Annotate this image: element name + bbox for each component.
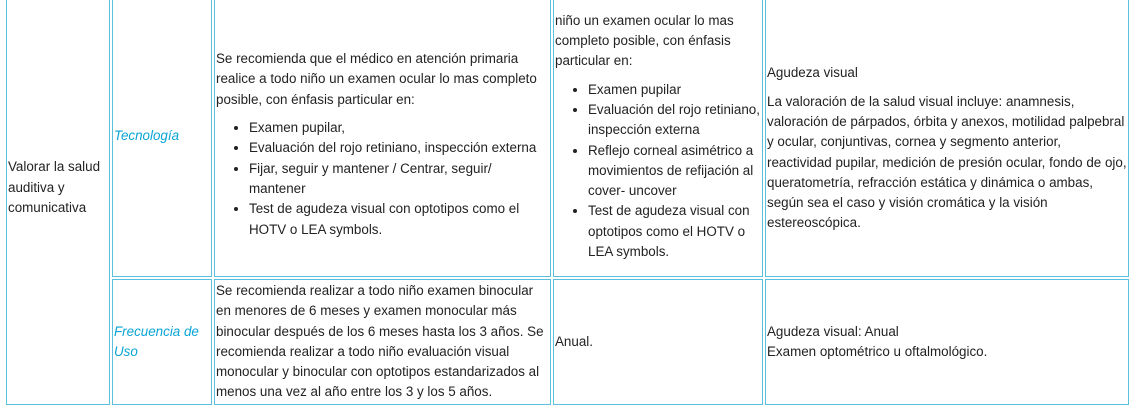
frecuencia-col1-text: Se recomienda realizar a todo niño examen binocular en menores de 6 meses y examen monocular más binocular después de los 6 meses hasta los 3 años. Se recomienda realizar a todo niño evaluación visual monocular y binocular con optotipos estandarizados al menos una vez al año entre los 3 y los 5 años. [216,283,544,400]
list-item: • Test de agudeza visual con optotipos como el HOTV o LEA symbols. [249,199,549,240]
list-item: • Fijar, seguir y mantener / Centrar, seguir/ mantener [249,159,549,200]
list-item: • Examen pupilar [588,80,761,100]
frecuencia-col3-line1: Agudeza visual: Anual [767,323,899,339]
valoracion-text: La valoración de la salud visual incluye: anamnesis, valoración de párpados, órbita y anexos, motilidad palpebral y ocular, conjuntivas, cornea y segmento anterior, reactividad pupilar, medición de presión ocular, fondo de ojo, queratometría, refracción estática y dinámica o ambas, según sea el caso y visión cromática y la visión estereoscópica. [767,93,1127,231]
tecnologia-col2-list [555,80,761,263]
tecnologia-col2-cell [553,0,763,277]
area-cell [6,0,110,405]
tecnologia-col2-intro: niño un examen ocular lo mas completo posible, con énfasis particular en: [555,12,734,69]
agudeza-heading: Agudeza visual [767,65,858,81]
recommendations-table [4,0,1131,407]
row-label-frecuencia [112,279,212,405]
tecnologia-col1-list [216,118,549,240]
list-item: • Examen pupilar, [249,118,549,138]
list-item: • Reflejo corneal asimétrico a movimientos de refijación al cover- uncover [588,141,761,202]
row-label-tecnologia [112,0,212,277]
frecuencia-col2-cell [553,279,763,405]
list-item: • Evaluación del rojo retiniano, inspección externa [249,138,549,158]
list-item: • Evaluación del rojo retiniano, inspección externa [588,100,761,141]
table-row-tecnologia [6,0,1129,277]
row-label-text: Tecnología [114,128,180,144]
row-label-text: Frecuencia de Uso [114,323,199,359]
frecuencia-col3-cell [765,279,1129,405]
list-item: • Test de agudeza visual con optotipos como el HOTV o LEA symbols. [588,201,761,262]
tecnologia-col1-cell [214,0,551,277]
tecnologia-col1-intro: Se recomienda que el médico en atención primaria realice a todo niño un examen ocular lo mas completo posible, con énfasis particular en: [216,51,537,107]
area-label: Valorar la salud auditiva y comunicativa [8,159,101,216]
table-row-frecuencia [6,279,1129,405]
frecuencia-col1-cell [214,279,551,405]
frecuencia-col2-text: Anual. [555,333,593,349]
frecuencia-col3-line2: Examen optométrico u oftalmológico. [767,343,988,359]
tecnologia-col3-cell [765,0,1129,277]
